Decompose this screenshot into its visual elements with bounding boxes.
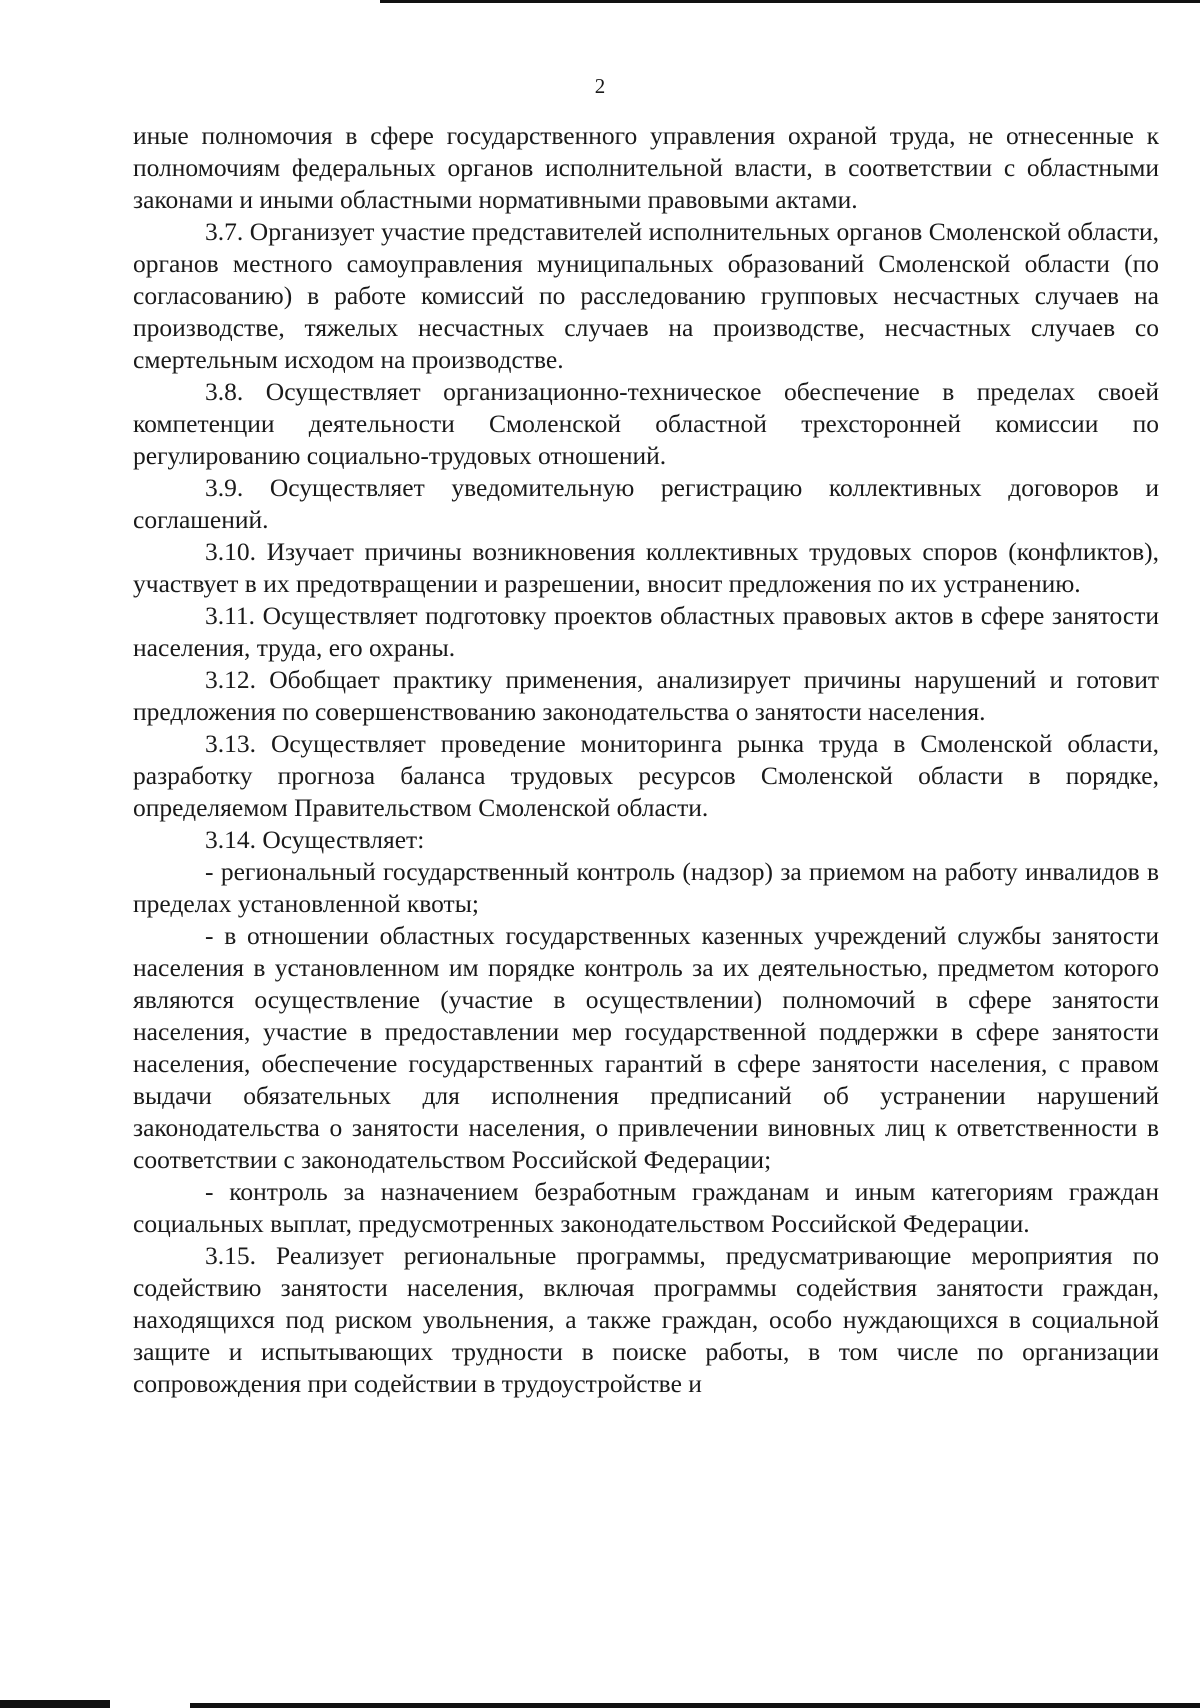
paragraph-3-14: 3.14. Осуществляет: — [205, 825, 425, 854]
paragraph-3-12: 3.12. Обобщает практику применения, анализирует причины нарушений и готовит предложения по совершенствованию законодательства о занятости населения. — [133, 665, 1159, 726]
scan-edge-mark-bottom-left — [0, 1700, 110, 1708]
paragraph-continuation: иные полномочия в сфере государственного управления охраной труда, не отнесенные к полномочиям федеральных органов исполнительной власти, в соответствии с областными законами и иными областными нормативными правовыми актами. — [133, 121, 1159, 214]
paragraph-3-9: 3.9. Осуществляет уведомительную регистрацию коллективных договоров и соглашений. — [133, 473, 1159, 534]
paragraph-3-10: 3.10. Изучает причины возникновения коллективных трудовых споров (конфликтов), участвует в их предотвращении и разрешении, вносит предложения по их устранению. — [133, 537, 1159, 598]
paragraph-3-7: 3.7. Организует участие представителей исполнительных органов Смоленской области, органов местного самоуправления муниципальных образований Смоленской области (по согласованию) в работе комиссий по расследованию групповых несчастных случаев на производстве, тяжелых несчастных случаев на производстве, несчастных случаев со смертельным исходом на производстве. — [133, 217, 1159, 374]
paragraph-3-8: 3.8. Осуществляет организационно-техническое обеспечение в пределах своей компетенции деятельности Смоленской областной трехсторонней комиссии по регулированию социально-трудовых отношений. — [133, 377, 1159, 470]
paragraph-3-13: 3.13. Осуществляет проведение мониторинга рынка труда в Смоленской области, разработку прогноза баланса трудовых ресурсов Смоленской области в порядке, определяемом Правительством Смоленской области. — [133, 729, 1159, 822]
document-body — [133, 120, 1159, 1400]
list-item-regional-control: - региональный государственный контроль (надзор) за приемом на работу инвалидов в пределах установленной квоты; — [133, 857, 1159, 918]
scan-edge-mark-top — [380, 0, 1200, 3]
list-item-institution-control: - в отношении областных государственных казенных учреждений службы занятости населения в установленном им порядке контроль за их деятельностью, предметом которого являются осуществление (участие в осуществлении) полномочий в сфере занятости населения, участие в предоставлении мер государственной поддержки в сфере занятости населения, обеспечение государственных гарантий в сфере занятости населения, с правом выдачи обязательных для исполнения предписаний об устранении нарушений законодательства о занятости населения, о привлечении виновных лиц к ответственности в соответствии с законодательством Российской Федерации; — [133, 921, 1159, 1174]
page-number: 2 — [594, 74, 606, 98]
paragraph-3-15: 3.15. Реализует региональные программы, предусматривающие мероприятия по содействию занятости населения, включая программы содействия занятости граждан, находящихся под риском увольнения, а также граждан, особо нуждающихся в социальной защите и испытывающих трудности в поиске работы, в том числе по организации сопровождения при содействии в трудоустройстве и — [133, 1241, 1159, 1398]
scan-edge-mark-bottom-right — [190, 1703, 1200, 1708]
paragraph-3-11: 3.11. Осуществляет подготовку проектов областных правовых актов в сфере занятости населения, труда, его охраны. — [133, 601, 1159, 662]
list-item-payments-control: - контроль за назначением безработным гражданам и иным категориям граждан социальных выплат, предусмотренных законодательством Российской Федерации. — [133, 1177, 1159, 1238]
